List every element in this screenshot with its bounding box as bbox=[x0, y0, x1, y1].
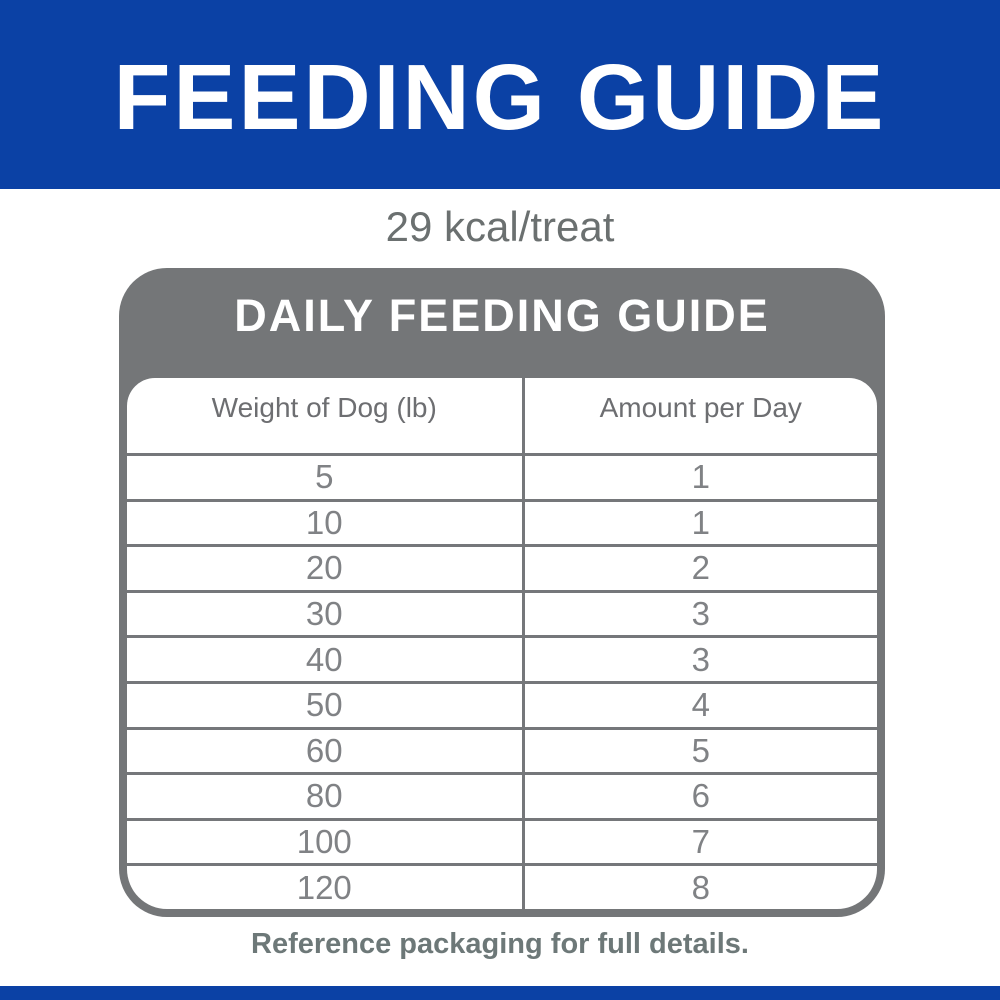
table-row bbox=[127, 727, 877, 773]
bottom-accent-bar bbox=[0, 986, 1000, 1000]
table-row bbox=[127, 499, 877, 545]
weight-cell: 20 bbox=[127, 547, 525, 590]
table-row bbox=[127, 863, 877, 909]
weight-cell: 50 bbox=[127, 684, 525, 727]
panel-title: DAILY FEEDING GUIDE bbox=[234, 290, 770, 341]
amount-cell: 3 bbox=[691, 595, 710, 633]
amount-cell: 8 bbox=[691, 868, 710, 906]
table-row bbox=[127, 772, 877, 818]
daily-feeding-guide-panel bbox=[119, 268, 885, 917]
amount-cell: 2 bbox=[691, 549, 710, 587]
table-row bbox=[127, 590, 877, 636]
weight-cell: 30 bbox=[127, 593, 525, 636]
table-header-row bbox=[127, 378, 877, 453]
table-row bbox=[127, 681, 877, 727]
kcal-per-treat-label: 29 kcal/treat bbox=[385, 203, 615, 250]
weight-cell: 40 bbox=[127, 638, 525, 681]
amount-cell: 1 bbox=[691, 458, 710, 496]
amount-cell: 6 bbox=[691, 777, 710, 815]
page-title: FEEDING GUIDE bbox=[113, 45, 887, 149]
weight-cell: 60 bbox=[127, 730, 525, 773]
amount-cell: 3 bbox=[691, 640, 710, 678]
amount-cell: 4 bbox=[691, 686, 710, 724]
column-header-weight: Weight of Dog (lb) bbox=[127, 378, 525, 453]
weight-cell: 80 bbox=[127, 775, 525, 818]
amount-cell: 1 bbox=[691, 503, 710, 541]
amount-cell: 5 bbox=[691, 731, 710, 769]
table-row bbox=[127, 544, 877, 590]
footer-note: Reference packaging for full details. bbox=[251, 928, 749, 960]
top-banner bbox=[0, 0, 1000, 189]
amount-cell: 7 bbox=[691, 823, 710, 861]
table-row bbox=[127, 818, 877, 864]
table-row bbox=[127, 635, 877, 681]
weight-cell: 120 bbox=[127, 866, 525, 909]
weight-cell: 100 bbox=[127, 821, 525, 864]
feeding-table bbox=[127, 378, 877, 909]
column-header-amount: Amount per Day bbox=[599, 391, 802, 423]
table-row bbox=[127, 453, 877, 499]
weight-cell: 5 bbox=[127, 456, 525, 499]
weight-cell: 10 bbox=[127, 502, 525, 545]
